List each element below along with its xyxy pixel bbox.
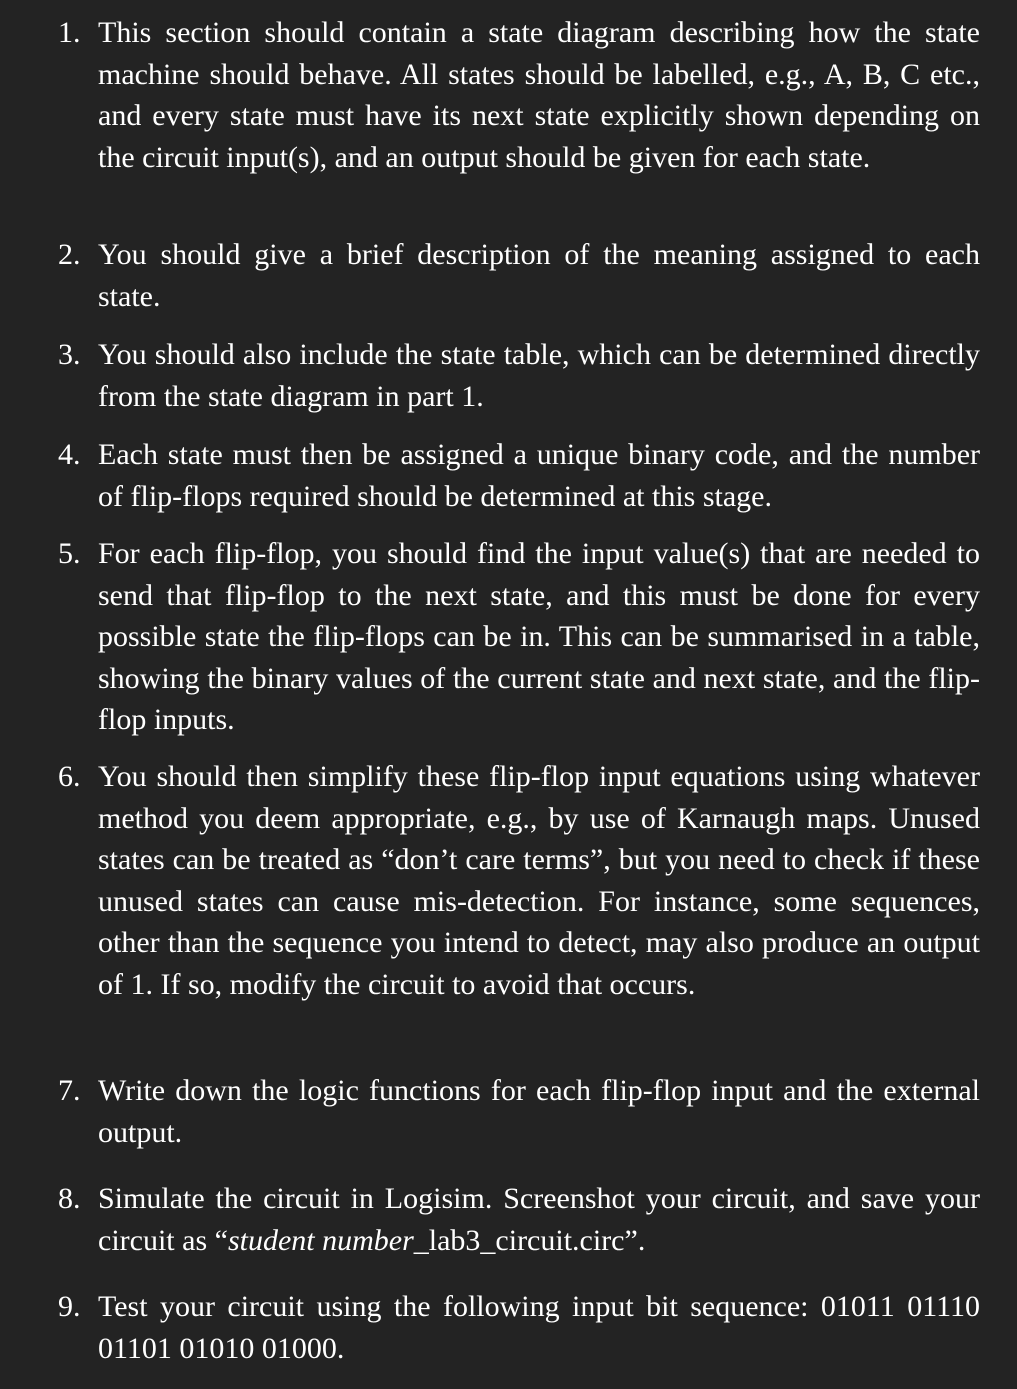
- item-number: 1.: [58, 16, 81, 49]
- list-item-4: [58, 434, 980, 517]
- item-text-end: _lab3_circuit.circ”.: [413, 1223, 646, 1257]
- item-number: 3.: [58, 338, 81, 371]
- list-item-1: [58, 12, 980, 178]
- list-item-7: [58, 1070, 980, 1153]
- item-text-italic: student number: [227, 1223, 414, 1257]
- item-text: You should also include the state table, which can be determined directly from the state diagram in part 1.: [98, 338, 980, 413]
- item-text: You should then simplify these flip-flop input equations using whatever method you deem appropriate, e.g., by use of Karnaugh maps. Unused states can be treated as “don’t care terms”, but you need to check if these unused states can cause mis-detection. For instance, some sequences, other than the sequence you intend to detect, may also produce an output of 1. If so, modify the circuit to avoid that occurs.: [98, 760, 980, 1001]
- list-item-2: [58, 234, 980, 317]
- item-number: 6.: [58, 760, 81, 793]
- item-text: This section should contain a state diagram describing how the state machine should behave. All states should be labelled, e.g., A, B, C etc., and every state must have its next state explicitly shown depending on the circuit input(s), and an output should be given for each state.: [98, 16, 980, 174]
- item-text-start: Simulate the circuit in Logisim. Screenshot your circuit, and save your circuit as “: [98, 1182, 980, 1257]
- item-text: For each flip-flop, you should find the input value(s) that are needed to send that flip-flop to the next state, and this must be done for every possible state the flip-flops can be in. This can be summarised in a table, showing the binary values of the current state and next state, and the flip-flop inputs.: [98, 537, 980, 736]
- item-number: 8.: [58, 1182, 81, 1215]
- item-text: [98, 1178, 980, 1261]
- list-item-5: [58, 533, 980, 741]
- item-text: Test your circuit using the following input bit sequence: 01011 01110 01101 01010 01000.: [98, 1290, 980, 1365]
- item-number: 5.: [58, 537, 81, 570]
- list-item-8: [58, 1178, 980, 1261]
- item-number: 9.: [58, 1290, 81, 1323]
- list-item-3: [58, 334, 980, 417]
- item-text: You should give a brief description of the meaning assigned to each state.: [98, 238, 980, 313]
- item-text: Each state must then be assigned a unique binary code, and the number of flip-flops required should be determined at this stage.: [98, 438, 980, 513]
- item-number: 2.: [58, 238, 81, 271]
- item-number: 4.: [58, 438, 81, 471]
- list-item-9: [58, 1286, 980, 1369]
- list-item-6: [58, 756, 980, 1005]
- item-text: Write down the logic functions for each flip-flop input and the external output.: [98, 1074, 980, 1149]
- item-number: 7.: [58, 1074, 81, 1107]
